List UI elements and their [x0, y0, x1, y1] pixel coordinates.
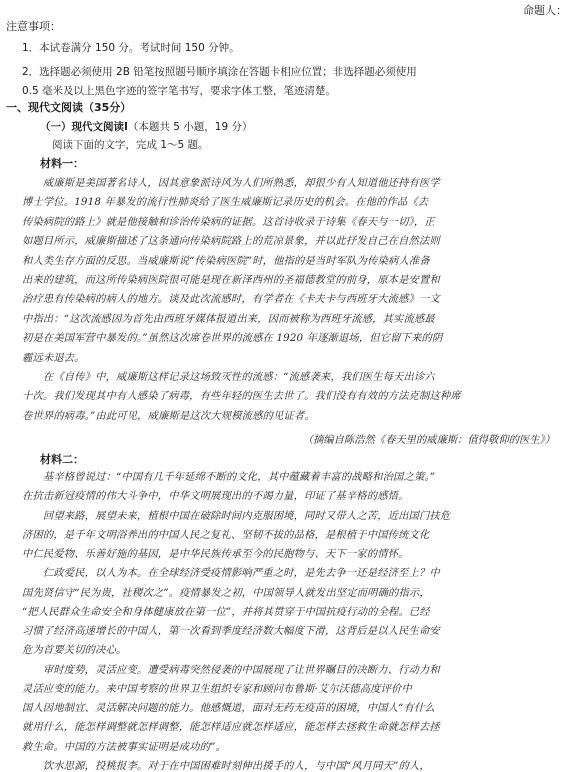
paragraph-line: 传染病院的路上》就是他接触和诊治传染病的证据。这首诗收录于诗集《春天与一切》，正 — [22, 215, 435, 228]
paragraph-line: 和人类生存方面的反思。当威廉斯说“传染病医院”时，他指的是当时军队为传染病人准备 — [22, 254, 430, 267]
paragraph-line: 救生命。中国的方法被事实证明是成功的”。 — [22, 740, 226, 753]
paragraph-line: 威廉斯是美国著名诗人，因其意象派诗风为人们所熟悉，却很少有人知道他还持有医学 — [22, 177, 440, 189]
material-2-title: 材料二： — [40, 453, 84, 466]
notice-item-1: 1．本试卷满分 150 分。考试时间 150 分钟。 — [22, 42, 240, 54]
paragraph-line: 回望来路，展望未来，植根中国在破除时间内克服困境，同时又带人之苦，近出国门扶危 — [22, 509, 451, 522]
paragraph-line: 卷世界的病毒。”由此可见，威廉斯是这次大规模流感的见证者。 — [22, 409, 315, 422]
section-subtitle — [40, 121, 252, 134]
paragraph-line: 灵活应变的能力。来中国考察的世界卫生组织专家和顾问布鲁斯·艾尔沃德高度评价中 — [22, 682, 412, 695]
paragraph-line: 在抗击新冠疫情的伟大斗争中，中华文明展现出的不竭力量，印证了基辛格的感悟。 — [22, 490, 409, 503]
subtitle-bold: （一）现代文阅读Ⅰ — [40, 121, 128, 133]
paragraph-line: 初是在美国军营中暴发的。”虽然这次席卷世界的流感在 1920 年逐渐退场，但它留下来的阴 — [22, 332, 443, 345]
paragraph-line: 习惯了经济高速增长的中国人，第一次看到季度经济数大幅度下滑，这背后是以人民生命安 — [22, 625, 440, 637]
paragraph-line: 饮水思源，投桃报李。对于在中国困难时刻伸出援手的人，与中国“风月同天”的人， — [22, 759, 430, 772]
notice-title: 注意事项： — [6, 20, 61, 33]
paragraph-line: “把人民群众生命安全和身体健康放在第一位”，并将其贯穿于中国抗疫行动的全程。已经 — [22, 605, 430, 618]
paragraph-line: 基辛格曾说过：“中国有几千年延绵不断的文化，其中蕴藏着丰富的战略和治国之策。” — [22, 471, 436, 483]
paragraph-line: 霾远未退去。 — [22, 351, 85, 364]
paragraph-line: 十次。我们发现其中有人感染了病毒，有些年轻的医生去世了。我们没有有效的方法克制这种席 — [22, 390, 461, 403]
paragraph-line: 审时度势，灵活应变。遭受病毒突然侵袭的中国展现了让世界瞩目的决断力、行动力和 — [22, 663, 440, 676]
paragraph-line: 国先贤信守“民为贵，社稷次之”。疫情暴发之初，中国领导人就发出坚定而明确的指示， — [22, 586, 430, 599]
paragraph-line: 就用什么，能怎样调整就怎样调整，能怎样适应就怎样适应，能怎样去拯救生命就怎样去拯 — [22, 721, 440, 734]
section-title: 一、现代文阅读（35分） — [6, 101, 132, 114]
paragraph-line: 出来的建筑，而这所传染病医院很可能是现在新泽西州的圣福德教堂的前身，原本是安置和 — [22, 274, 440, 286]
paragraph-line: 如题目所示，威廉斯描述了这条通向传染病院路上的荒凉景象，并以此抒发自己在自然法则 — [22, 235, 440, 248]
reading-instruction: 阅读下面的文字，完成 1～5 题。 — [52, 139, 209, 151]
paragraph-line: 博士学位。1918 年暴发的流行性肺炎给了医生威廉斯记录历史的机会。在他的作品《去 — [22, 196, 429, 209]
material-1-source: （摘编自陈浩然《春天里的威廉斯：值得敬仰的医生》） — [302, 434, 555, 446]
paragraph-line: 在《自传》中，威廉斯这样记录这场致灭性的流感：“流感袭来，我们医生每天出诊六 — [22, 371, 435, 383]
paragraph-line: 仁政爱民，以人为本。在全球经济受疫情影响严重之时，是先去争一还是经济至上？中 — [22, 567, 440, 580]
notice-item-2-cont: 0.5 毫米及以上黑色字迹的签字笔书写，要求字体工整，笔迹清楚。 — [22, 85, 337, 97]
paragraph-line: 中仁民爱物、乐善好施的基因，是中华民族传承至今的民胞物与、天下一家的情怀。 — [22, 548, 409, 560]
paragraph-line: 济困的，是千年文明浴养出的中国人民之复礼、坚韧不拔的品格，是根植于中国传统文化 — [22, 528, 430, 541]
paragraph-line: 危为首要关切的决心。 — [22, 644, 127, 657]
paragraph-line: 国人因地制宜、灵活解决问题的能力。他感慨道，面对无药无疫苗的困境，中国人“有什么 — [22, 702, 435, 714]
setter-label: 命题人： — [523, 4, 567, 17]
paragraph-line: 治疗患有传染病的病人的地方。谈及此次流感时，有学者在《卡夫卡与西班牙大流感》一文 — [22, 293, 440, 306]
paragraph-line: 中指出：“这次流感因为首先由西班牙媒体报道出来，因而被称为西班牙流感，其实流感最 — [22, 312, 435, 325]
material-1-title: 材料一： — [40, 157, 84, 170]
notice-item-2: 2．选择题必须使用 2B 铅笔按照题号顺序填涂在答题卡相应位置；非选择题必须使用 — [22, 66, 417, 78]
subtitle-rest: （本题共 5 小题，19 分） — [127, 121, 253, 133]
